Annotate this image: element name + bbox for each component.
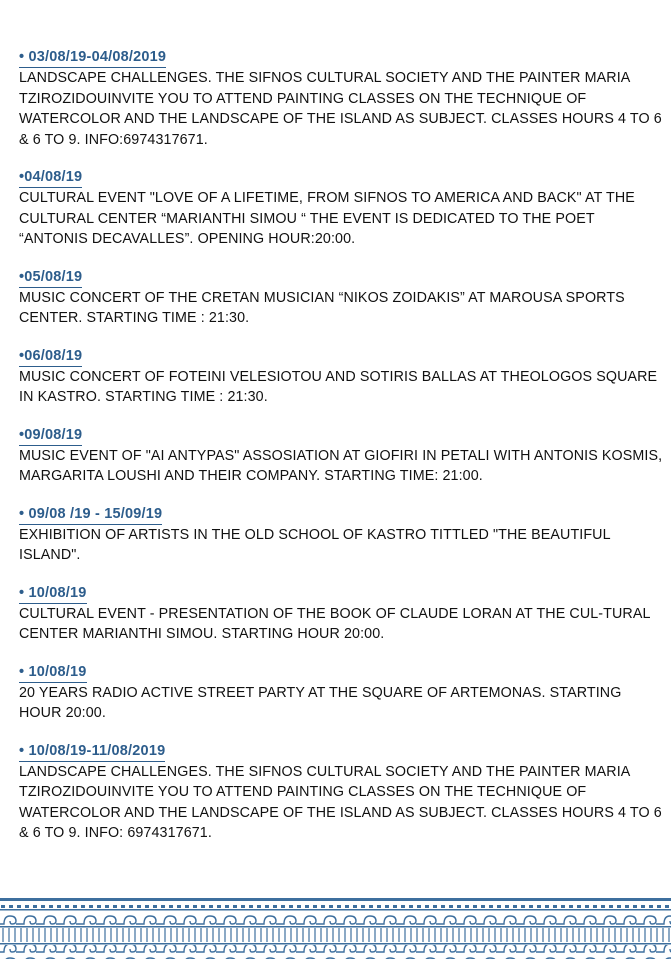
event-date: • 03/08/19-04/08/2019 <box>19 48 166 68</box>
event-item <box>19 347 664 408</box>
event-description: MUSIC CONCERT OF THE CRETAN MUSICIAN “NIKOS ZOIDAKIS” AT MAROUSA SPORTS CENTER. STARTING TIME : 21:30. <box>19 289 625 326</box>
event-item <box>19 663 664 724</box>
event-description: CULTURAL EVENT "LOVE OF A LIFETIME, FROM SIFNOS TO AMERICA AND BACK" AT THE CULTURAL CENTER “MARIANTHI SIMOU “ THE EVENT IS DEDICATED TO THE POET “ANTONIS DECAVALLES”. OPENING HOUR:20:00. <box>19 190 635 247</box>
event-item <box>19 168 664 250</box>
event-item <box>19 742 664 844</box>
event-date: • 10/08/19 <box>19 584 87 604</box>
event-date: • 10/08/19-11/08/2019 <box>19 742 165 762</box>
event-description: MUSIC CONCERT OF FOTEINI VELESIOTOU AND SOTIRIS BALLAS AT THEOLOGOS SQUARE IN KASTRO. STARTING TIME : 21:30. <box>19 368 658 405</box>
event-description: 20 YEARS RADIO ACTIVE STREET PARTY AT THE SQUARE OF ARTEMONAS. STARTING HOUR 20:00. <box>19 684 622 721</box>
event-description: CULTURAL EVENT - PRESENTATION OF THE BOOK OF CLAUDE LORAN AT THE CUL-TURAL CENTER MARIANTHI SIMOU. STARTING HOUR 20:00. <box>19 605 651 642</box>
event-date: • 09/08 /19 - 15/09/19 <box>19 505 162 525</box>
event-description: LANDSCAPE CHALLENGES. THE SIFNOS CULTURAL SOCIETY AND THE PAINTER MARIA TZIROZIDOUINVITE YOU TO ATTEND PAINTING CLASSES ON THE TECHNIQUE OF WATERCOLOR AND THE LANDSCAPE OF THE ISLAND AS SUBJECT. CLASSES HOURS 4 TO 6 & 6 TO 9. INFO:6974317671. <box>19 70 662 148</box>
event-description: LANDSCAPE CHALLENGES. THE SIFNOS CULTURAL SOCIETY AND THE PAINTER MARIA TZIROZIDOUINVITE YOU TO ATTEND PAINTING CLASSES ON THE TECHNIQUE OF WATERCOLOR AND THE LANDSCAPE OF THE ISLAND AS SUBJECT. CLASSES HOURS 4 TO 6 & 6 TO 9. INFO: 6974317671. <box>19 763 662 841</box>
event-description: EXHIBITION OF ARTISTS IN THE OLD SCHOOL OF KASTRO TITTLED "THE BEAUTIFUL ISLAND". <box>19 526 611 563</box>
event-item <box>19 584 664 645</box>
event-date: •05/08/19 <box>19 268 82 288</box>
event-date: •09/08/19 <box>19 426 82 446</box>
event-date: •06/08/19 <box>19 347 82 367</box>
event-item <box>19 426 664 487</box>
event-date: •04/08/19 <box>19 168 82 188</box>
event-list <box>19 48 664 862</box>
event-item <box>19 48 664 150</box>
event-date: • 10/08/19 <box>19 663 87 683</box>
event-item <box>19 268 664 329</box>
greek-wave-pattern-border-icon <box>0 898 671 960</box>
event-description: MUSIC EVENT OF "AI ANTYPAS" ASSOSIATION AT GIOFIRI IN PETALI WITH ANTONIS KOSMIS, MARGARITA LOUSHI AND THEIR COMPANY. STARTING TIME: 21:00. <box>19 447 663 484</box>
event-item <box>19 505 664 566</box>
